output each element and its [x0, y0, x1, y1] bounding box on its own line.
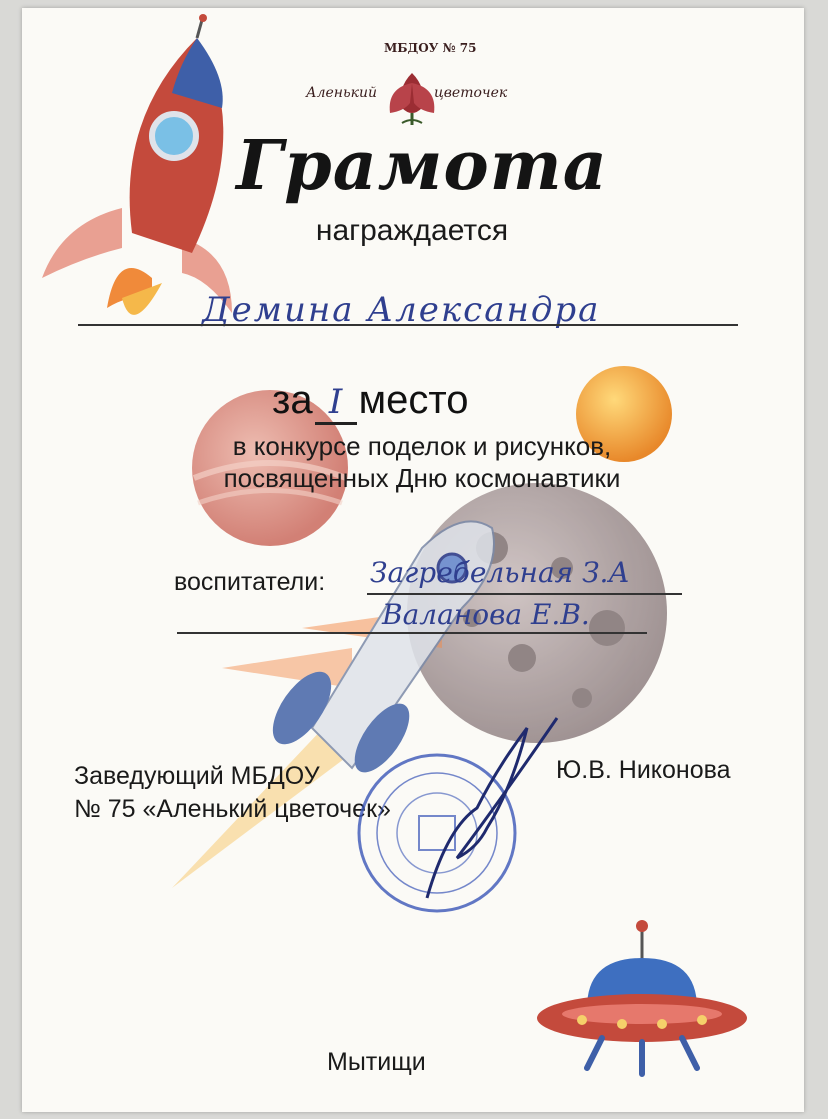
- official-stamp: [327, 708, 567, 918]
- teacher-2-name: Валанова Е.В.: [382, 598, 590, 631]
- awarded-label: награждается: [315, 214, 509, 247]
- teachers-label: воспитатели:: [174, 568, 326, 596]
- place-number: I: [315, 382, 357, 425]
- certificate-paper: [22, 8, 804, 1112]
- logo-right-word: цветочек: [434, 85, 508, 101]
- place-suffix: место: [358, 378, 469, 422]
- head-title-line-1: Заведующий МБДОУ: [74, 762, 320, 790]
- place-prefix: за: [272, 378, 313, 422]
- contest-description: [152, 430, 692, 494]
- recipient-name: Демина Александра: [202, 290, 601, 330]
- contest-line-1: в конкурсе поделок и рисунков,: [232, 431, 612, 461]
- contest-line-2: посвященных Дню космонавтики: [223, 463, 621, 493]
- signature-icon: [427, 718, 557, 898]
- teacher-1-underline: [367, 593, 682, 595]
- logo-left-word: Аленький: [306, 85, 378, 101]
- rocket-icon: [42, 14, 232, 315]
- head-name: Ю.В. Никонова: [556, 756, 731, 784]
- logo-org-text: МБДОУ № 75: [384, 41, 477, 55]
- city-name: Мытищи: [327, 1048, 426, 1076]
- certificate-title: Грамота: [236, 126, 608, 206]
- teacher-2-underline: [177, 632, 647, 634]
- ufo-icon: [537, 920, 747, 1074]
- teacher-1-name: Загребельная З.А: [370, 556, 630, 589]
- place-line: [272, 378, 468, 425]
- head-title-line-2: № 75 «Аленький цветочек»: [74, 795, 391, 823]
- recipient-underline: [78, 324, 738, 326]
- kindergarten-logo: [302, 33, 522, 133]
